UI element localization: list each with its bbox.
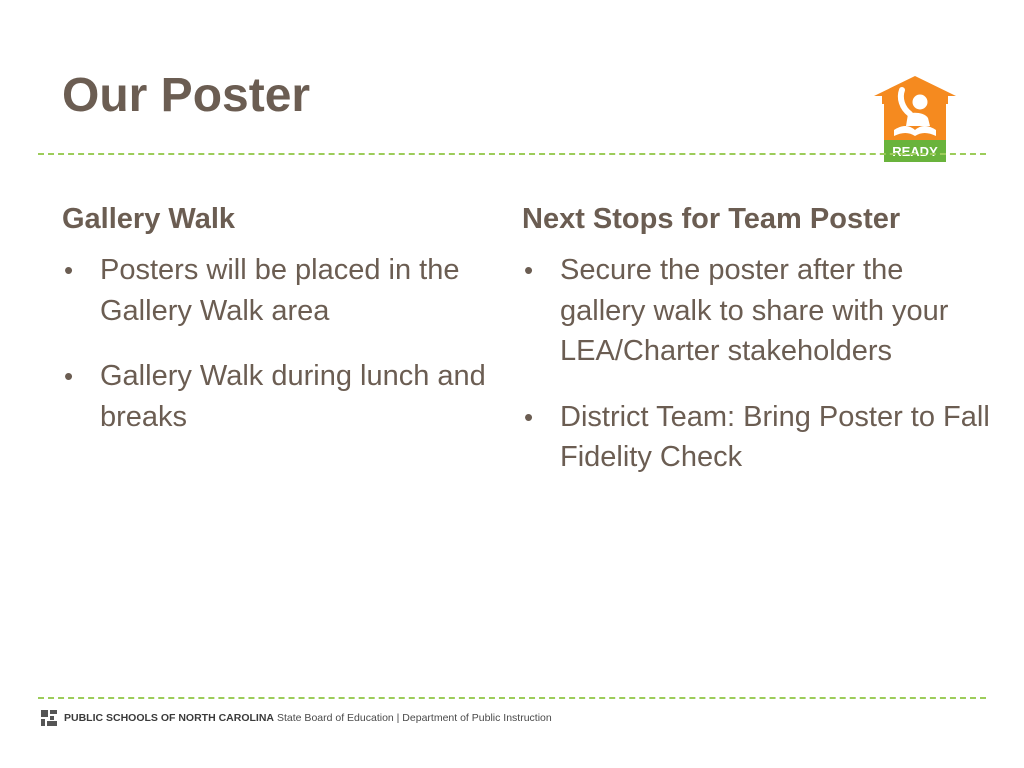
list-item [62, 356, 502, 437]
list-item-text: Posters will be placed in the Gallery Walk area [100, 254, 460, 327]
slide-title: Our Poster [62, 69, 311, 122]
bottom-divider [38, 697, 986, 699]
right-bullet-list [522, 250, 992, 478]
right-column [522, 200, 992, 503]
nc-dpi-logo-icon [40, 709, 58, 727]
list-item [522, 250, 992, 372]
ready-logo-label: READY [892, 144, 938, 159]
bullet-glyph: • [64, 255, 74, 285]
bullet-glyph: • [64, 361, 74, 391]
bullet-glyph: • [524, 255, 534, 285]
footer-affiliation: State Board of Education | Department of Public Instruction [277, 712, 552, 724]
footer-organization: PUBLIC SCHOOLS OF NORTH CAROLINA [64, 712, 274, 724]
footer-text [64, 712, 552, 724]
list-item [522, 397, 992, 478]
list-item-text: Gallery Walk during lunch and breaks [100, 360, 486, 433]
bullet-glyph: • [524, 401, 534, 432]
list-item-text: District Team: Bring Poster to Fall Fidelity Check [560, 400, 990, 473]
top-divider [38, 153, 986, 155]
footer [40, 708, 552, 728]
left-column [62, 200, 502, 462]
right-column-heading: Next Stops for Team Poster [522, 203, 901, 235]
left-bullet-list [62, 250, 502, 437]
list-item-text: Secure the poster after the gallery walk to share with your LEA/Charter stakeholders [560, 254, 949, 367]
left-column-heading: Gallery Walk [62, 203, 236, 235]
list-item [62, 250, 502, 331]
